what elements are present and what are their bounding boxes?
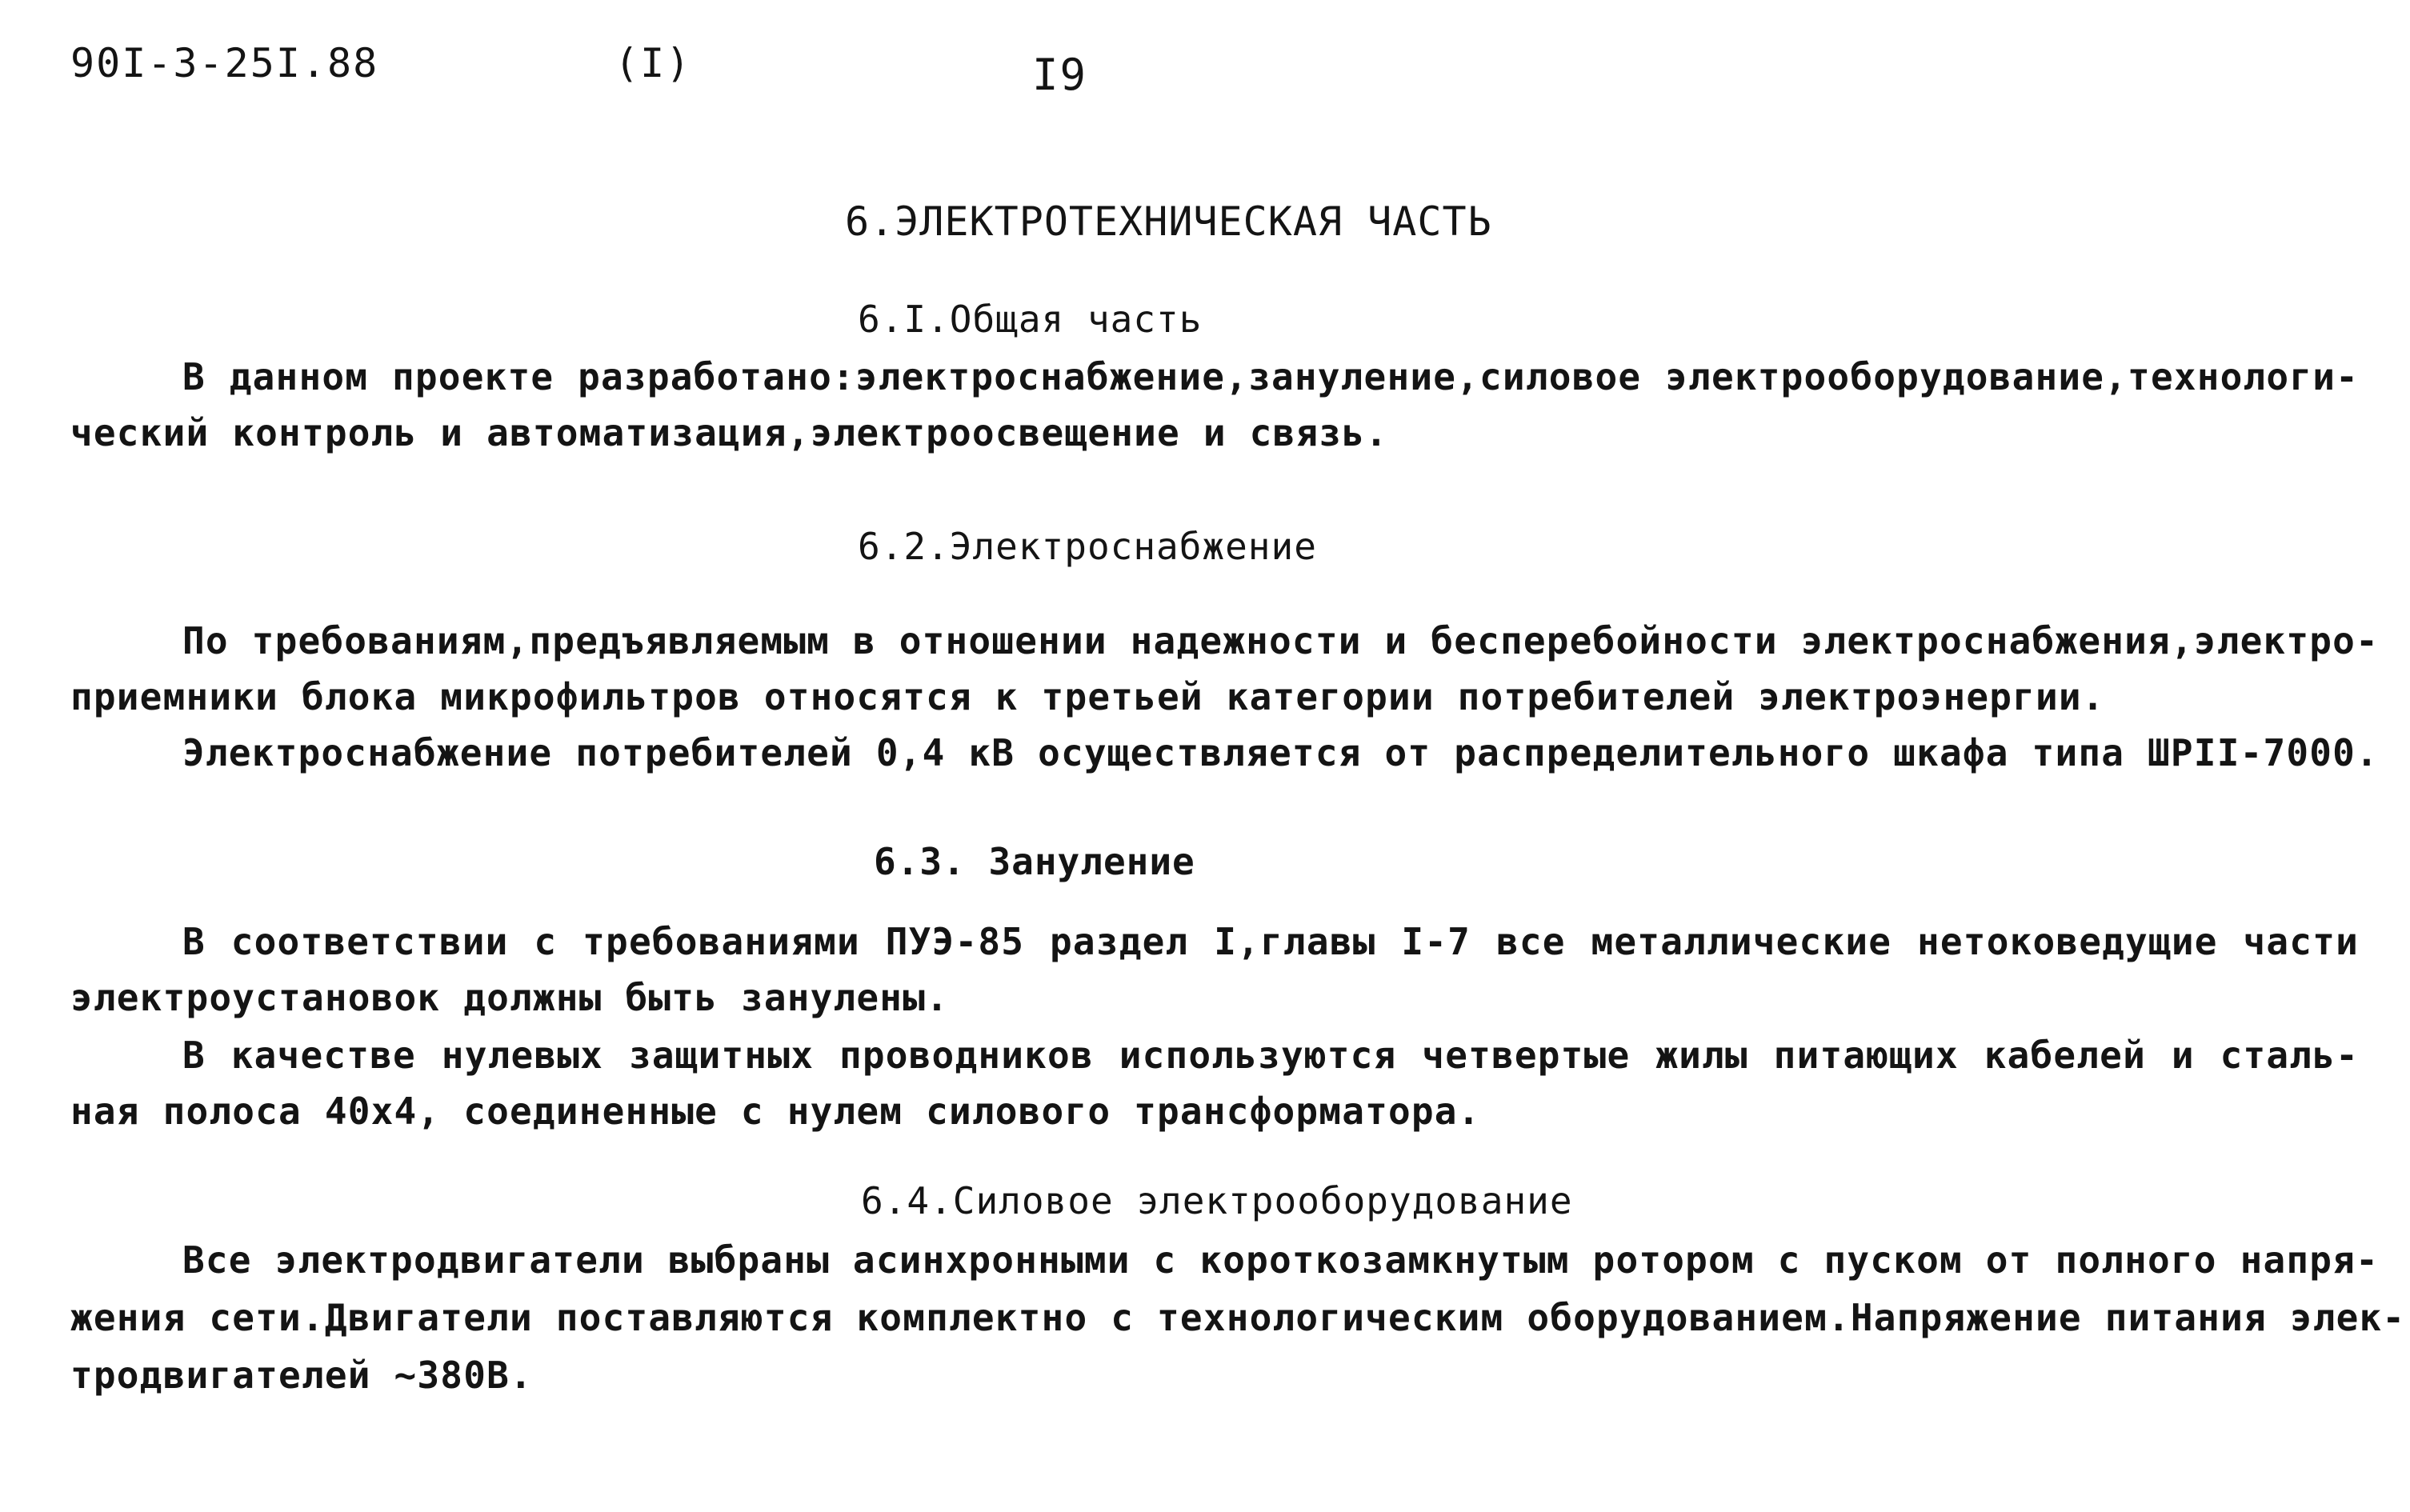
subsection-title-6-1: 6.I.Общая часть [858,298,1203,341]
paragraph-line: ческий контроль и автоматизация,электроосвещение и связь. [70,411,1388,454]
paragraph-line: тродвигателей ~380В. [70,1354,533,1397]
paragraph-line: жения сети.Двигатели поставляются комплектно с технологическим оборудованием.Напряжение питания элек- [70,1296,2406,1339]
section-title: 6.ЭЛЕКТРОТЕХНИЧЕСКАЯ ЧАСТЬ [845,198,1492,245]
sheet-number: (I) [615,40,692,86]
subsection-title-6-2: 6.2.Электроснабжение [858,525,1317,568]
paragraph-line: В данном проекте разработано:электроснабжение,зануление,силовое электрооборудование,технологи- [182,355,2359,398]
subsection-title-6-3: 6.3. Зануление [874,840,1195,883]
paragraph-line: По требованиям,предъявляемым в отношении надежности и бесперебойности электроснабжения,электро- [182,619,2379,662]
paragraph-line: Все электродвигатели выбраны асинхронными с короткозамкнутым ротором с пуском от полного напря- [182,1238,2379,1282]
paragraph-line: В соответствии с требованиями ПУЭ-85 раздел I,главы I-7 все металлические нетоковедущие части [182,920,2359,963]
paragraph-line: В качестве нулевых защитных проводников используются четвертые жилы питающих кабелей и сталь- [182,1034,2359,1077]
paragraph-line: ная полоса 40х4, соединенные с нулем силового трансформатора. [70,1090,1481,1133]
paragraph-line: электроустановок должны быть занулены. [70,976,949,1019]
paragraph-line: Электроснабжение потребителей 0,4 кВ осуществляется от распределительного шкафа типа ШРII-7000. [182,731,2379,774]
paragraph-line: приемники блока микрофильтров относятся к третьей категории потребителей электроэнергии. [70,675,2105,718]
page-number: I9 [1032,50,1088,100]
subsection-title-6-4: 6.4.Силовое электрооборудование [861,1179,1573,1222]
document-code: 90I-3-25I.88 [70,40,379,86]
